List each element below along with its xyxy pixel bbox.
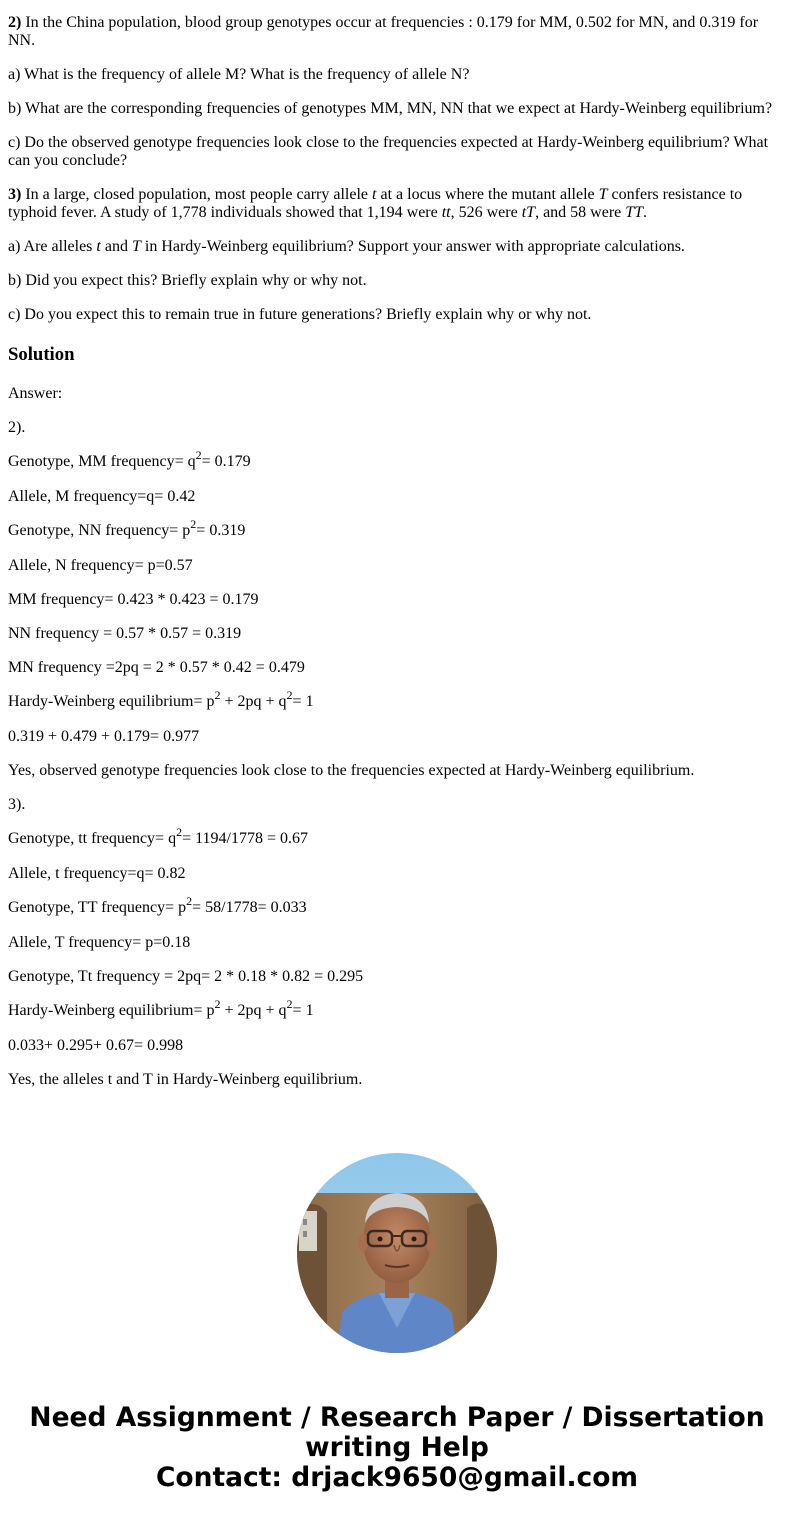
question-3-text: 3) In a large, closed population, most people carry allele t at a locus where the mutant allele T confers resistance to typhoid fever. A study of 1,778 individuals showed that 1,194 were tt, 526 were tT, and 58 were TT. (8, 186, 743, 221)
avatar-portrait-image (297, 1153, 497, 1353)
tt-genotype-line: Genotype, tt frequency= $q^2= 1194/1778 = 0.67$ (8, 824, 308, 847)
question-3a: a) Are alleles t and T in Hardy-Weinberg equilibrium? Support your answer with appropriate calculations. (8, 238, 685, 255)
banner-line-1: Need Assignment / Research Paper / Dissertation (29, 1402, 765, 1433)
question-2-text: 2) In the China population, blood group genotypes occur at frequencies : 0.179 for MM, 0.502 for MN, and 0.319 for NN. (8, 14, 759, 49)
banner-contact-line: Contact: drjack9650@gmail.com (155, 1462, 639, 1493)
n-allele-line: Allele, N frequency= p=0.57 (8, 557, 193, 574)
part-2-label: 2). (8, 419, 26, 436)
question-3-number: 3) (8, 186, 22, 203)
answer-label: Answer: (8, 385, 63, 402)
conclusion-3: Yes, the alleles t and T in Hardy-Weinberg equilibrium. (8, 1071, 363, 1088)
mm-calc-line: MM frequency= 0.423 * 0.423 = 0.179 (8, 591, 259, 608)
question-2c: c) Do the observed genotype frequencies look close to the frequencies expected at Hardy-Weinberg equilibrium? What can you conclude? (8, 134, 769, 169)
nn-calc-line: NN frequency = 0.57 * 0.57 = 0.319 (8, 625, 242, 642)
TT-genotype-line: Genotype, TT frequency= $p^2= 58/1778= 0.033$ (8, 893, 307, 916)
tT-calc-line: Genotype, Tt frequency = 2pq= 2 * 0.18 * 0.82 = 0.295 (8, 968, 364, 985)
assignment-help-banner (0, 1403, 794, 1493)
question-3c: c) Do you expect this to remain true in future generations? Briefly explain why or why not. (8, 306, 592, 323)
banner-line-2: writing Help (305, 1432, 489, 1463)
t-allele-line: Allele, t frequency=q= 0.82 (8, 865, 186, 882)
question-2-number: 2) (8, 14, 22, 31)
hwe-line-2: Hardy-Weinberg equilibrium= $p^2 + 2pq + q^2= 1$ (8, 687, 314, 710)
solution-heading: Solution (8, 344, 75, 365)
mm-genotype-line: Genotype, MM frequency= $q^2= 0.179$ (8, 447, 251, 470)
avatar (297, 1153, 497, 1353)
conclusion-2: Yes, observed genotype frequencies look close to the frequencies expected at Hardy-Weinberg equilibrium. (8, 762, 695, 779)
sum-line-2: 0.319 + 0.479 + 0.179= 0.977 (8, 728, 200, 745)
question-2a: a) What is the frequency of allele M? What is the frequency of allele N? (8, 66, 470, 83)
mn-calc-line: MN frequency =2pq = 2 * 0.57 * 0.42 = 0.479 (8, 659, 305, 676)
part-3-label: 3). (8, 796, 26, 813)
document-body (8, 14, 786, 1105)
question-3b: b) Did you expect this? Briefly explain why or why not. (8, 272, 367, 289)
T-allele-line: Allele, T frequency= p=0.18 (8, 934, 191, 951)
m-allele-line: Allele, M frequency=q= 0.42 (8, 488, 196, 505)
nn-genotype-line: Genotype, NN frequency= $p^2= 0.319$ (8, 516, 246, 539)
solution-body (8, 385, 786, 1089)
hwe-line-3: Hardy-Weinberg equilibrium= $p^2 + 2pq + q^2= 1$ (8, 996, 314, 1019)
question-2b: b) What are the corresponding frequencies of genotypes MM, MN, NN that we expect at Hardy-Weinberg equilibrium? (8, 100, 773, 117)
sum-line-3: 0.033+ 0.295+ 0.67= 0.998 (8, 1037, 184, 1054)
